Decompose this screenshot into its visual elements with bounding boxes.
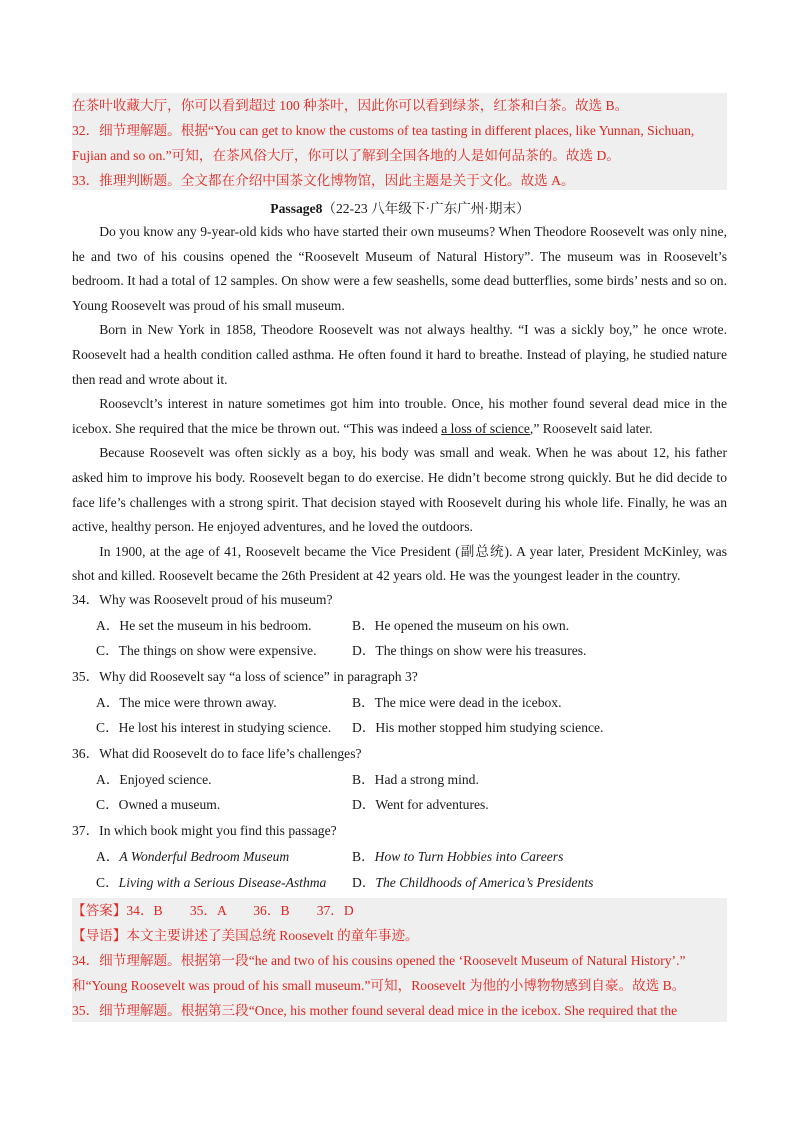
book-title: Living with a Serious Disease-Asthma [118,875,327,890]
option-letter: D． [352,875,376,890]
explanation-line: 32．细节理解题。根据“You can get to know the customs of tea tasting in different places, like Yunnan, Sichuan, [72,123,695,138]
passage-title-bold: Passage8 [270,201,323,216]
explanation-line: Fujian and so on.”可知，在茶风俗大厅，你可以了解到全国各地的人是如何品茶的。故选 D。 [72,148,620,163]
option-a [96,847,289,867]
option-c: C．Owned a museum. [96,797,221,812]
question-stem: 37．In which book might you find this passage? [72,823,337,838]
book-title: How to Turn Hobbies into Careers [374,849,564,864]
passage-paragraph: In 1900, at the age of 41, Roosevelt became the Vice President (副总统). A year later, President McKinley, was shot and killed. Roosevelt became the 26th President at 42 years old. He was the youngest leader in the country. [72,543,727,584]
book-title: The Childhoods of America’s Presidents [375,875,594,890]
question-stem: 35．Why did Roosevelt say “a loss of science” in paragraph 3? [72,669,418,684]
underlined-phrase: a loss of science [441,420,530,436]
option-d [352,873,593,893]
option-letter: C． [96,875,119,890]
passage-paragraph [72,392,727,441]
passage-title [0,198,800,220]
option-a: A．He set the museum in his bedroom. [96,618,312,633]
option-d: D．Went for adventures. [352,797,489,812]
book-title: A Wonderful Bedroom Museum [119,849,290,864]
option-letter: B． [352,849,375,864]
option-c [96,873,326,893]
option-d: D．The things on show were his treasures. [352,643,587,658]
explanation-line: 33．推理判断题。全文都在介绍中国茶文化博物馆，因此主题是关于文化。故选 A。 [72,173,575,188]
question-stem: 34．Why was Roosevelt proud of his museum? [72,592,333,607]
option-c: C．He lost his interest in studying science. [96,720,332,735]
explanation-line: 和“Young Roosevelt was proud of his small museum.”可知，Roosevelt 为他的小博物物感到自豪。故选 B。 [72,978,686,993]
option-a: A．The mice were thrown away. [96,695,277,710]
guide-line: 【导语】本文主要讲述了美国总统 Roosevelt 的童年事迹。 [72,928,419,943]
option-b [352,847,563,867]
answer-block [72,898,727,1022]
passage-paragraph: Born in New York in 1858, Theodore Roosevelt was not always healthy. “I was a sickly boy,” he once wrote. Roosevelt had a health condition called asthma. He often found it hard to breathe. Instead of playing, he studied nature then read and wrote about it. [72,322,727,387]
passage-source: （22-23 八年级下·广东广州·期末） [322,201,530,216]
para3-text-end: ,” Roosevelt said later. [529,420,653,436]
passage-body [72,220,727,589]
explanation-line: 35．细节理解题。根据第三段“Once, his mother found several dead mice in the icebox. She required that the [72,1003,678,1018]
question-stem: 36．What did Roosevelt do to face life’s challenges? [72,746,362,761]
option-b: B．Had a strong mind. [352,772,479,787]
option-d: D．His mother stopped him studying science. [352,720,604,735]
option-b: B．He opened the museum on his own. [352,618,570,633]
explanation-block-top [72,93,727,190]
option-letter: A． [96,849,120,864]
option-a: A．Enjoyed science. [96,772,212,787]
passage-paragraph: Because Roosevelt was often sickly as a boy, his body was small and weak. When he was about 12, his father asked him to improve his body. Roosevelt began to do exercise. He didn’t become strong quickly. But he did decide to face life’s challenges with a strong spirit. That decision stayed with Roosevelt during his whole life. Finally, he was an active, healthy person. He enjoyed adventures, and he loved the outdoors. [72,445,727,535]
option-c: C．The things on show were expensive. [96,643,317,658]
passage-paragraph: Do you know any 9-year-old kids who have started their own museums? When Theodore Roosevelt was only nine, he and two of his cousins opened the “Roosevelt Museum of Natural History”. The museum was in Roosevelt’s bedroom. It had a total of 12 samples. On show were a few seashells, some dead butterflies, some birds’ nests and so on. Young Roosevelt was proud of his small museum. [72,224,727,313]
option-b: B．The mice were dead in the icebox. [352,695,562,710]
para3-text: Roosevclt’s interest in nature sometimes got him into trouble. Once, his mother found several dead mice in the icebox. She required that the mice be thrown out. “This was indeed [72,396,727,436]
explanation-line: 在茶叶收藏大厅，你可以看到超过 100 种茶叶，因此你可以看到绿茶，红茶和白茶。故选 B。 [72,98,629,113]
answer-line: 【答案】34．B 35．A 36．B 37．D [72,903,354,918]
explanation-line: 34．细节理解题。根据第一段“he and two of his cousins opened the ‘Roosevelt Museum of Natural History’.” [72,953,686,968]
